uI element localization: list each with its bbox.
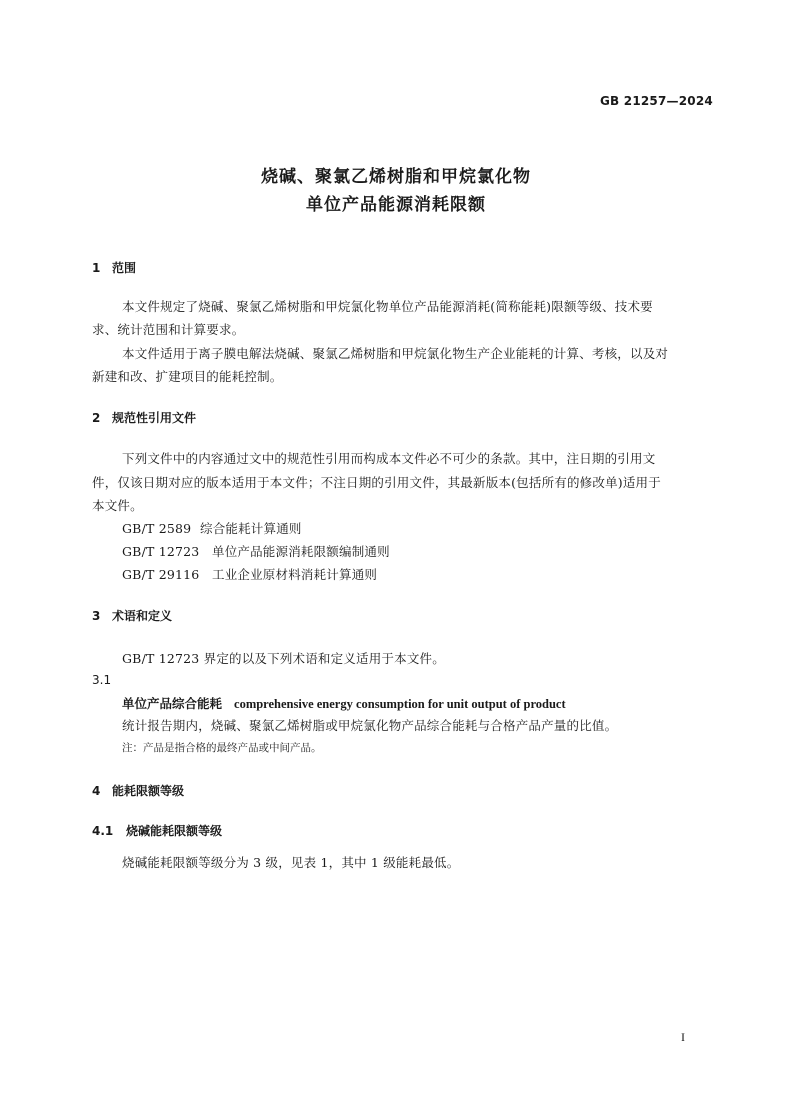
term-english: comprehensive energy consumption for unit output of product: [234, 697, 566, 711]
normative-reference: [122, 519, 302, 537]
normative-reference: [122, 542, 390, 560]
paragraph-line: 下列文件中的内容通过文中的规范性引用而构成本文件必不可少的条款。其中，注日期的引用文: [122, 451, 656, 466]
section-number: 2: [92, 411, 101, 425]
term-chinese: 单位产品综合能耗: [122, 696, 223, 711]
subsection-4-1-heading: [92, 822, 222, 839]
paragraph-line: 件，仅该日期对应的版本适用于本文件；不注日期的引用文件，其最新版本(包括所有的修改单)适用于: [92, 475, 661, 490]
section-title: 规范性引用文件: [112, 411, 197, 425]
term-definition: 统计报告期内，烧碱、聚氯乙烯树脂或甲烷氯化物产品综合能耗与合格产品产量的比值。: [122, 718, 618, 733]
section-1-heading: [92, 259, 136, 276]
section-title: 范围: [112, 261, 137, 275]
paragraph-line: 本文件规定了烧碱、聚氯乙烯树脂和甲烷氯化物单位产品能源消耗(简称能耗)限额等级、技术要: [122, 299, 653, 314]
section-number: 3: [92, 609, 101, 623]
subsection-number: 4.1: [92, 824, 114, 838]
paragraph-line: 新建和改、扩建项目的能耗控制。: [92, 369, 283, 384]
document-title-line1: 烧碱、聚氯乙烯树脂和甲烷氯化物: [261, 167, 531, 187]
section-3-heading: [92, 607, 172, 624]
normative-reference: [122, 565, 377, 583]
term-number: 3.1: [92, 673, 112, 687]
section-2-heading: [92, 409, 196, 426]
section-number: 4: [92, 784, 101, 798]
term-entry: [122, 694, 566, 712]
reference-title: 单位产品能源消耗限额编制通则: [212, 544, 390, 559]
paragraph-line: 本文件适用于离子膜电解法烧碱、聚氯乙烯树脂和甲烷氯化物生产企业能耗的计算、考核，以及对: [122, 346, 669, 361]
section-title: 能耗限额等级: [112, 784, 185, 798]
section-title: 术语和定义: [112, 609, 173, 623]
reference-code: GB/T 12723: [122, 544, 200, 559]
standard-code: GB 21257—2024: [600, 94, 713, 108]
subsection-title: 烧碱能耗限额等级: [126, 824, 223, 838]
reference-title: 工业企业原材料消耗计算通则: [212, 567, 378, 582]
paragraph-line: 本文件。: [92, 498, 143, 513]
reference-code: GB/T 2589: [122, 521, 192, 536]
paragraph-line: 烧碱能耗限额等级分为 3 级，见表 1，其中 1 级能耗最低。: [122, 855, 460, 870]
paragraph-line: 求、统计范围和计算要求。: [92, 322, 245, 337]
paragraph-line: GB/T 12723 界定的以及下列术语和定义适用于本文件。: [122, 651, 445, 666]
section-number: 1: [92, 261, 101, 275]
term-note: 注：产品是指合格的最终产品或中间产品。: [122, 742, 322, 754]
reference-code: GB/T 29116: [122, 567, 200, 582]
section-4-heading: [92, 782, 184, 799]
reference-title: 综合能耗计算通则: [200, 521, 302, 536]
page-number: I: [681, 1030, 685, 1044]
document-title-line2: 单位产品能源消耗限额: [306, 195, 486, 215]
